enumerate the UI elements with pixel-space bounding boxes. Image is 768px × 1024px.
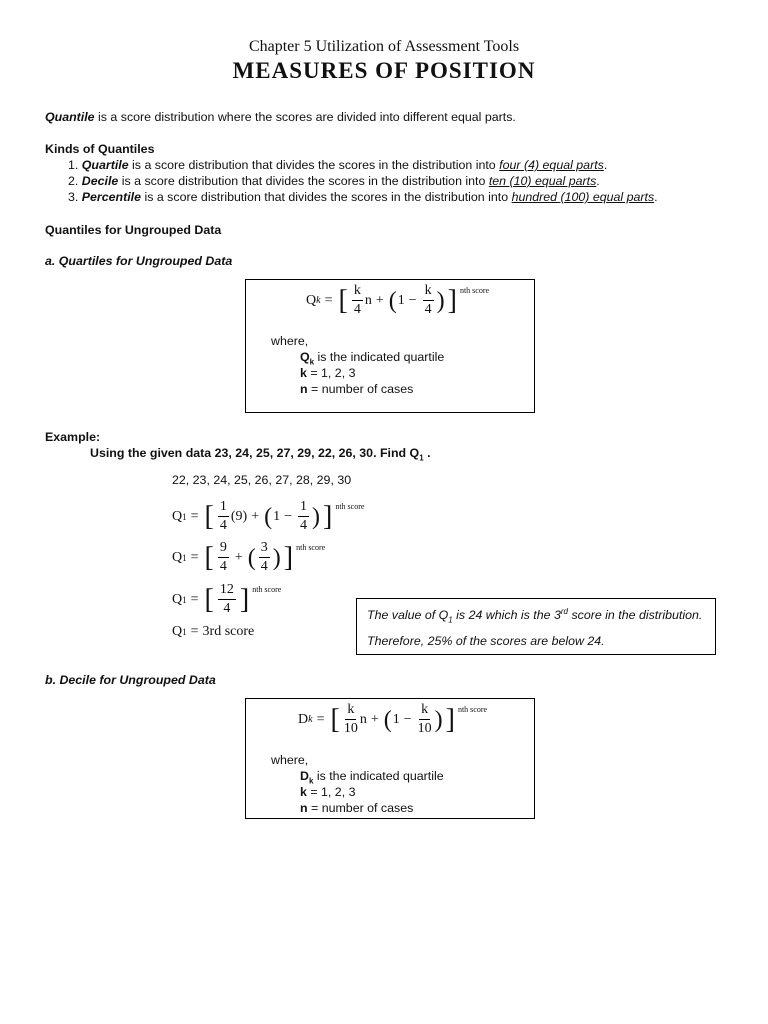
item-term: Quartile — [81, 158, 129, 172]
denominator: 4 — [424, 302, 432, 317]
right-bracket: ] — [447, 284, 457, 316]
fraction — [344, 703, 358, 736]
def-subscript: k — [308, 776, 314, 786]
item-term: Percentile — [81, 190, 142, 204]
numerator: 12 — [218, 583, 236, 600]
kind-item-percentile — [68, 190, 658, 204]
prompt-text: Using the given data 23, 24, 25, 27, 29, 22, 26, 30. Find Q — [90, 446, 420, 460]
item-text: is a score distribution that divides the scores in the distribution into — [128, 158, 500, 172]
formula-symbol: Q — [172, 549, 183, 565]
kind-item-decile — [68, 174, 600, 188]
formula-superscript: nth score — [296, 543, 326, 552]
def-symbol: n — [300, 382, 308, 396]
ungrouped-heading: Quantiles for Ungrouped Data — [45, 223, 222, 237]
def-text: is the indicated quartile — [313, 769, 444, 783]
item-number: 1. — [68, 158, 82, 172]
def-text: = number of cases — [307, 801, 414, 815]
def-symbol: n — [300, 801, 308, 815]
note-subscript: 1 — [448, 615, 453, 625]
right-paren: ) — [272, 544, 281, 571]
item-text: is a score distribution that divides the scores in the distribution into — [141, 190, 512, 204]
item-end: . — [596, 174, 600, 188]
item-emphasis: ten (10) equal parts — [488, 174, 597, 188]
equals-sign: = — [190, 624, 199, 639]
interpretation-note — [356, 598, 716, 655]
example-step-2 — [172, 541, 325, 574]
plus-sign: + — [251, 508, 260, 524]
variable-n: n — [359, 711, 367, 727]
denominator: 4 — [219, 559, 227, 574]
numerator: k — [423, 284, 434, 301]
constant-one: 1 — [392, 711, 400, 727]
def-k — [300, 785, 355, 799]
note-text: score in the distribution. Therefore, 25% of the scores are below 24. — [367, 608, 703, 648]
right-paren: ) — [312, 503, 320, 530]
item-number: 3. — [68, 190, 82, 204]
constant-one: 1 — [273, 508, 281, 524]
deciles-heading: b. Decile for Ungrouped Data — [45, 673, 216, 687]
sorted-data: 22, 23, 24, 25, 26, 27, 28, 29, 30 — [172, 473, 352, 487]
right-paren: ) — [434, 706, 443, 733]
fraction — [423, 284, 434, 317]
fraction — [218, 541, 229, 574]
left-bracket: [ — [338, 284, 348, 316]
equals-sign: = — [324, 292, 333, 308]
denominator: 10 — [417, 721, 432, 736]
right-bracket: ] — [323, 500, 333, 532]
minus-sign: − — [403, 711, 412, 727]
numerator: k — [419, 703, 430, 720]
left-bracket: [ — [204, 541, 214, 573]
formula-subscript: 1 — [182, 511, 187, 522]
quartiles-heading: a. Quartiles for Ungrouped Data — [45, 254, 233, 268]
left-bracket: [ — [204, 500, 214, 532]
formula-symbol: Q — [172, 624, 183, 639]
numerator: k — [352, 284, 363, 301]
formula-superscript: nth score — [335, 502, 365, 511]
def-decile — [300, 769, 444, 785]
numerator: 3 — [259, 541, 270, 558]
prompt-end: . — [423, 446, 431, 460]
fraction — [352, 284, 363, 317]
decile-formula-box — [245, 698, 535, 819]
plus-sign: + — [234, 549, 243, 565]
formula-symbol: Q — [306, 292, 317, 308]
fraction — [218, 500, 229, 533]
formula-superscript: nth score — [457, 705, 488, 714]
plus-sign: + — [370, 711, 379, 727]
example-step-1 — [172, 500, 364, 533]
item-emphasis: hundred (100) equal parts — [511, 190, 655, 204]
denominator: 4 — [300, 518, 307, 533]
formula-superscript: nth score — [252, 585, 282, 594]
right-paren: ) — [436, 287, 445, 314]
fraction — [218, 583, 236, 616]
def-text: = number of cases — [307, 382, 414, 396]
item-text: is a score distribution that divides the scores in the distribution into — [118, 174, 489, 188]
decile-formula — [298, 703, 487, 736]
plus-sign: + — [375, 292, 384, 308]
denominator: 4 — [219, 518, 227, 533]
quantile-term: Quantile — [45, 110, 95, 124]
fraction — [259, 541, 270, 574]
item-term: Decile — [81, 174, 119, 188]
example-step-3 — [172, 583, 281, 616]
left-bracket: [ — [330, 703, 340, 735]
formula-superscript: nth score — [459, 286, 490, 295]
item-number: 2. — [68, 174, 82, 188]
quartile-formula — [306, 284, 489, 317]
formula-subscript: k — [316, 295, 321, 306]
where-label: where, — [271, 334, 309, 348]
case-count: (9) — [230, 508, 248, 524]
formula-subscript: 1 — [182, 627, 187, 637]
def-symbol: Q — [300, 350, 310, 364]
quartile-formula-box — [245, 279, 535, 413]
minus-sign: − — [408, 292, 417, 308]
left-paren: ( — [247, 544, 256, 571]
item-emphasis: four (4) equal parts — [499, 158, 604, 172]
example-prompt — [90, 446, 431, 462]
formula-symbol: Q — [172, 508, 183, 524]
numerator: k — [345, 703, 356, 720]
minus-sign: − — [284, 508, 292, 524]
formula-subscript: 1 — [182, 552, 187, 563]
note-text: The value of Q — [367, 608, 449, 623]
numerator: 1 — [218, 500, 229, 517]
quantile-text: is a score distribution where the scores are divided into different equal parts. — [94, 110, 516, 124]
def-quartile — [300, 350, 444, 366]
equals-sign: = — [190, 508, 199, 524]
def-text: is the indicated quartile — [314, 350, 445, 364]
denominator: 4 — [260, 559, 268, 574]
kinds-heading: Kinds of Quantiles — [45, 142, 155, 156]
note-superscript: rd — [560, 607, 568, 616]
result-value: 3rd score — [202, 624, 255, 639]
kind-item-quartile — [68, 158, 607, 172]
right-bracket: ] — [239, 583, 250, 615]
def-text: = 1, 2, 3 — [306, 785, 356, 799]
where-label: where, — [271, 753, 309, 767]
item-end: . — [654, 190, 658, 204]
left-paren: ( — [383, 706, 392, 733]
formula-symbol: Q — [172, 591, 183, 607]
page-title: MEASURES OF POSITION — [232, 58, 536, 83]
example-step-4 — [172, 624, 254, 640]
denominator: 4 — [353, 302, 361, 317]
chapter-title: Chapter 5 Utilization of Assessment Tools — [248, 38, 520, 55]
equals-sign: = — [190, 591, 199, 607]
def-n — [300, 801, 413, 815]
left-bracket: [ — [204, 583, 214, 615]
left-paren: ( — [388, 287, 397, 314]
def-k — [300, 366, 355, 380]
fraction — [418, 703, 432, 736]
item-end: . — [603, 158, 608, 172]
right-bracket: ] — [283, 541, 294, 573]
def-symbol: D — [300, 769, 309, 783]
variable-n: n — [364, 292, 372, 308]
def-n — [300, 382, 413, 396]
note-text: is 24 which is the 3 — [452, 608, 561, 623]
equals-sign: = — [190, 549, 199, 565]
numerator: 9 — [218, 541, 229, 558]
def-symbol: k — [300, 366, 307, 380]
equals-sign: = — [316, 711, 325, 727]
def-symbol: k — [300, 785, 307, 799]
numerator: 1 — [298, 500, 309, 517]
def-text: = 1, 2, 3 — [306, 366, 356, 380]
constant-one: 1 — [397, 292, 405, 308]
fraction — [298, 500, 309, 533]
def-subscript: k — [309, 357, 315, 367]
quantile-definition — [45, 110, 516, 124]
denominator: 4 — [223, 601, 231, 616]
denominator: 10 — [343, 721, 358, 736]
right-bracket: ] — [445, 703, 455, 735]
example-label: Example: — [45, 430, 101, 444]
left-paren: ( — [264, 503, 273, 530]
formula-symbol: D — [298, 711, 309, 727]
formula-subscript: k — [308, 714, 313, 725]
formula-subscript: 1 — [182, 594, 187, 605]
prompt-subscript: 1 — [419, 453, 424, 463]
